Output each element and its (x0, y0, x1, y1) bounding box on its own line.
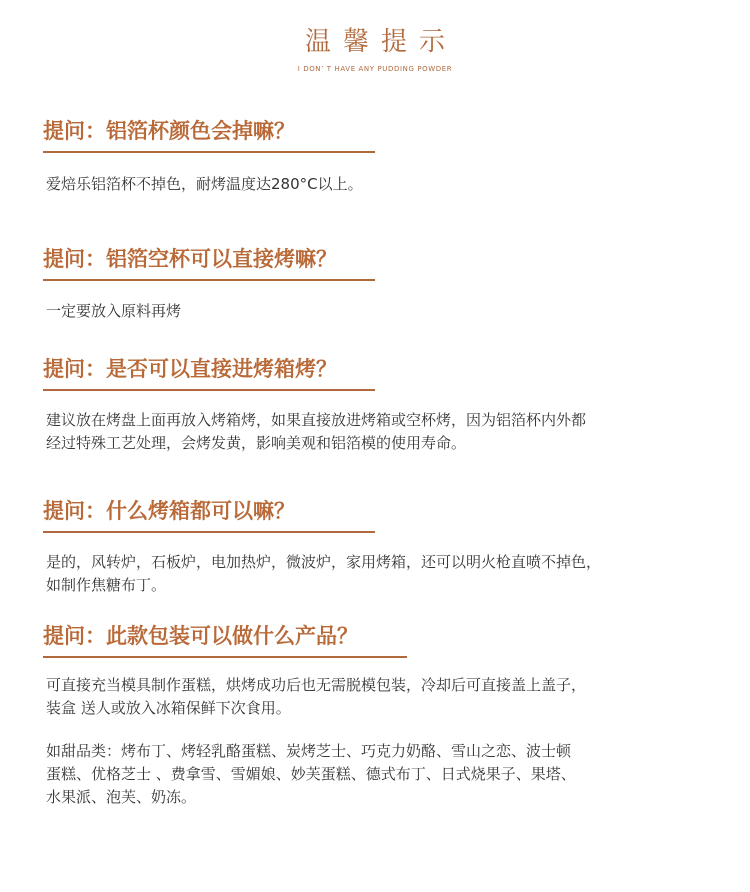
answer-line: 水果派、泡芙、奶冻。 (46, 788, 197, 806)
faq-question-5: 提问：此款包装可以做什么产品？ (43, 624, 358, 648)
answer-line: 经过特殊工艺处理，会烤发黄，影响美观和铝箔模的使用寿命。 (46, 434, 467, 452)
faq-question-2: 提问：铝箔空杯可以直接烤嘛？ (43, 247, 337, 271)
answer-line: 如甜品类：烤布丁、烤轻乳酪蛋糕、炭烤芝士、巧克力奶酪、雪山之恋、波士顿 (46, 742, 572, 760)
question-underline-3 (43, 389, 375, 391)
faq-answer-1: 爱焙乐铝箔杯不掉色，耐烤温度达280°C以上。 (46, 175, 363, 193)
faq-question-4: 提问：什么烤箱都可以嘛？ (43, 499, 295, 523)
faq-question-3: 提问：是否可以直接进烤箱烤？ (43, 357, 337, 381)
answer-line: 蛋糕、优格芝士 、费拿雪、雪媚娘、妙芙蛋糕、德式布丁、日式烧果子、果塔、 (46, 765, 576, 783)
answer-line: 是的，风转炉，石板炉，电加热炉，微波炉，家用烤箱，还可以明火枪直喷不掉色， (46, 553, 602, 571)
faq-answer-5-examples (46, 740, 736, 809)
faq-answer-3 (46, 409, 736, 455)
question-underline-4 (43, 531, 375, 533)
page-subtitle: I DON’ T HAVE ANY PUDDING POWDER (297, 65, 453, 73)
header (0, 24, 750, 74)
answer-line: 建议放在烤盘上面再放入烤箱烤，如果直接放进烤箱或空杯烤，因为铝箔杯内外都 (46, 411, 587, 429)
question-underline-2 (43, 279, 375, 281)
question-underline-5 (43, 656, 407, 658)
answer-line: 如制作焦糖布丁。 (46, 576, 167, 594)
faq-question-1: 提问：铝箔杯颜色会掉嘛？ (43, 119, 295, 143)
faq-answer-4 (46, 551, 736, 597)
question-underline-1 (43, 151, 375, 153)
faq-answer-2: 一定要放入原料再烤 (46, 302, 182, 320)
answer-line: 装盒 送人或放入冰箱保鲜下次食用。 (46, 699, 291, 717)
page-title: 温馨提示 (304, 27, 457, 57)
faq-answer-5 (46, 674, 736, 720)
answer-line: 可直接充当模具制作蛋糕，烘烤成功后也无需脱模包装，冷却后可直接盖上盖子， (46, 676, 587, 694)
